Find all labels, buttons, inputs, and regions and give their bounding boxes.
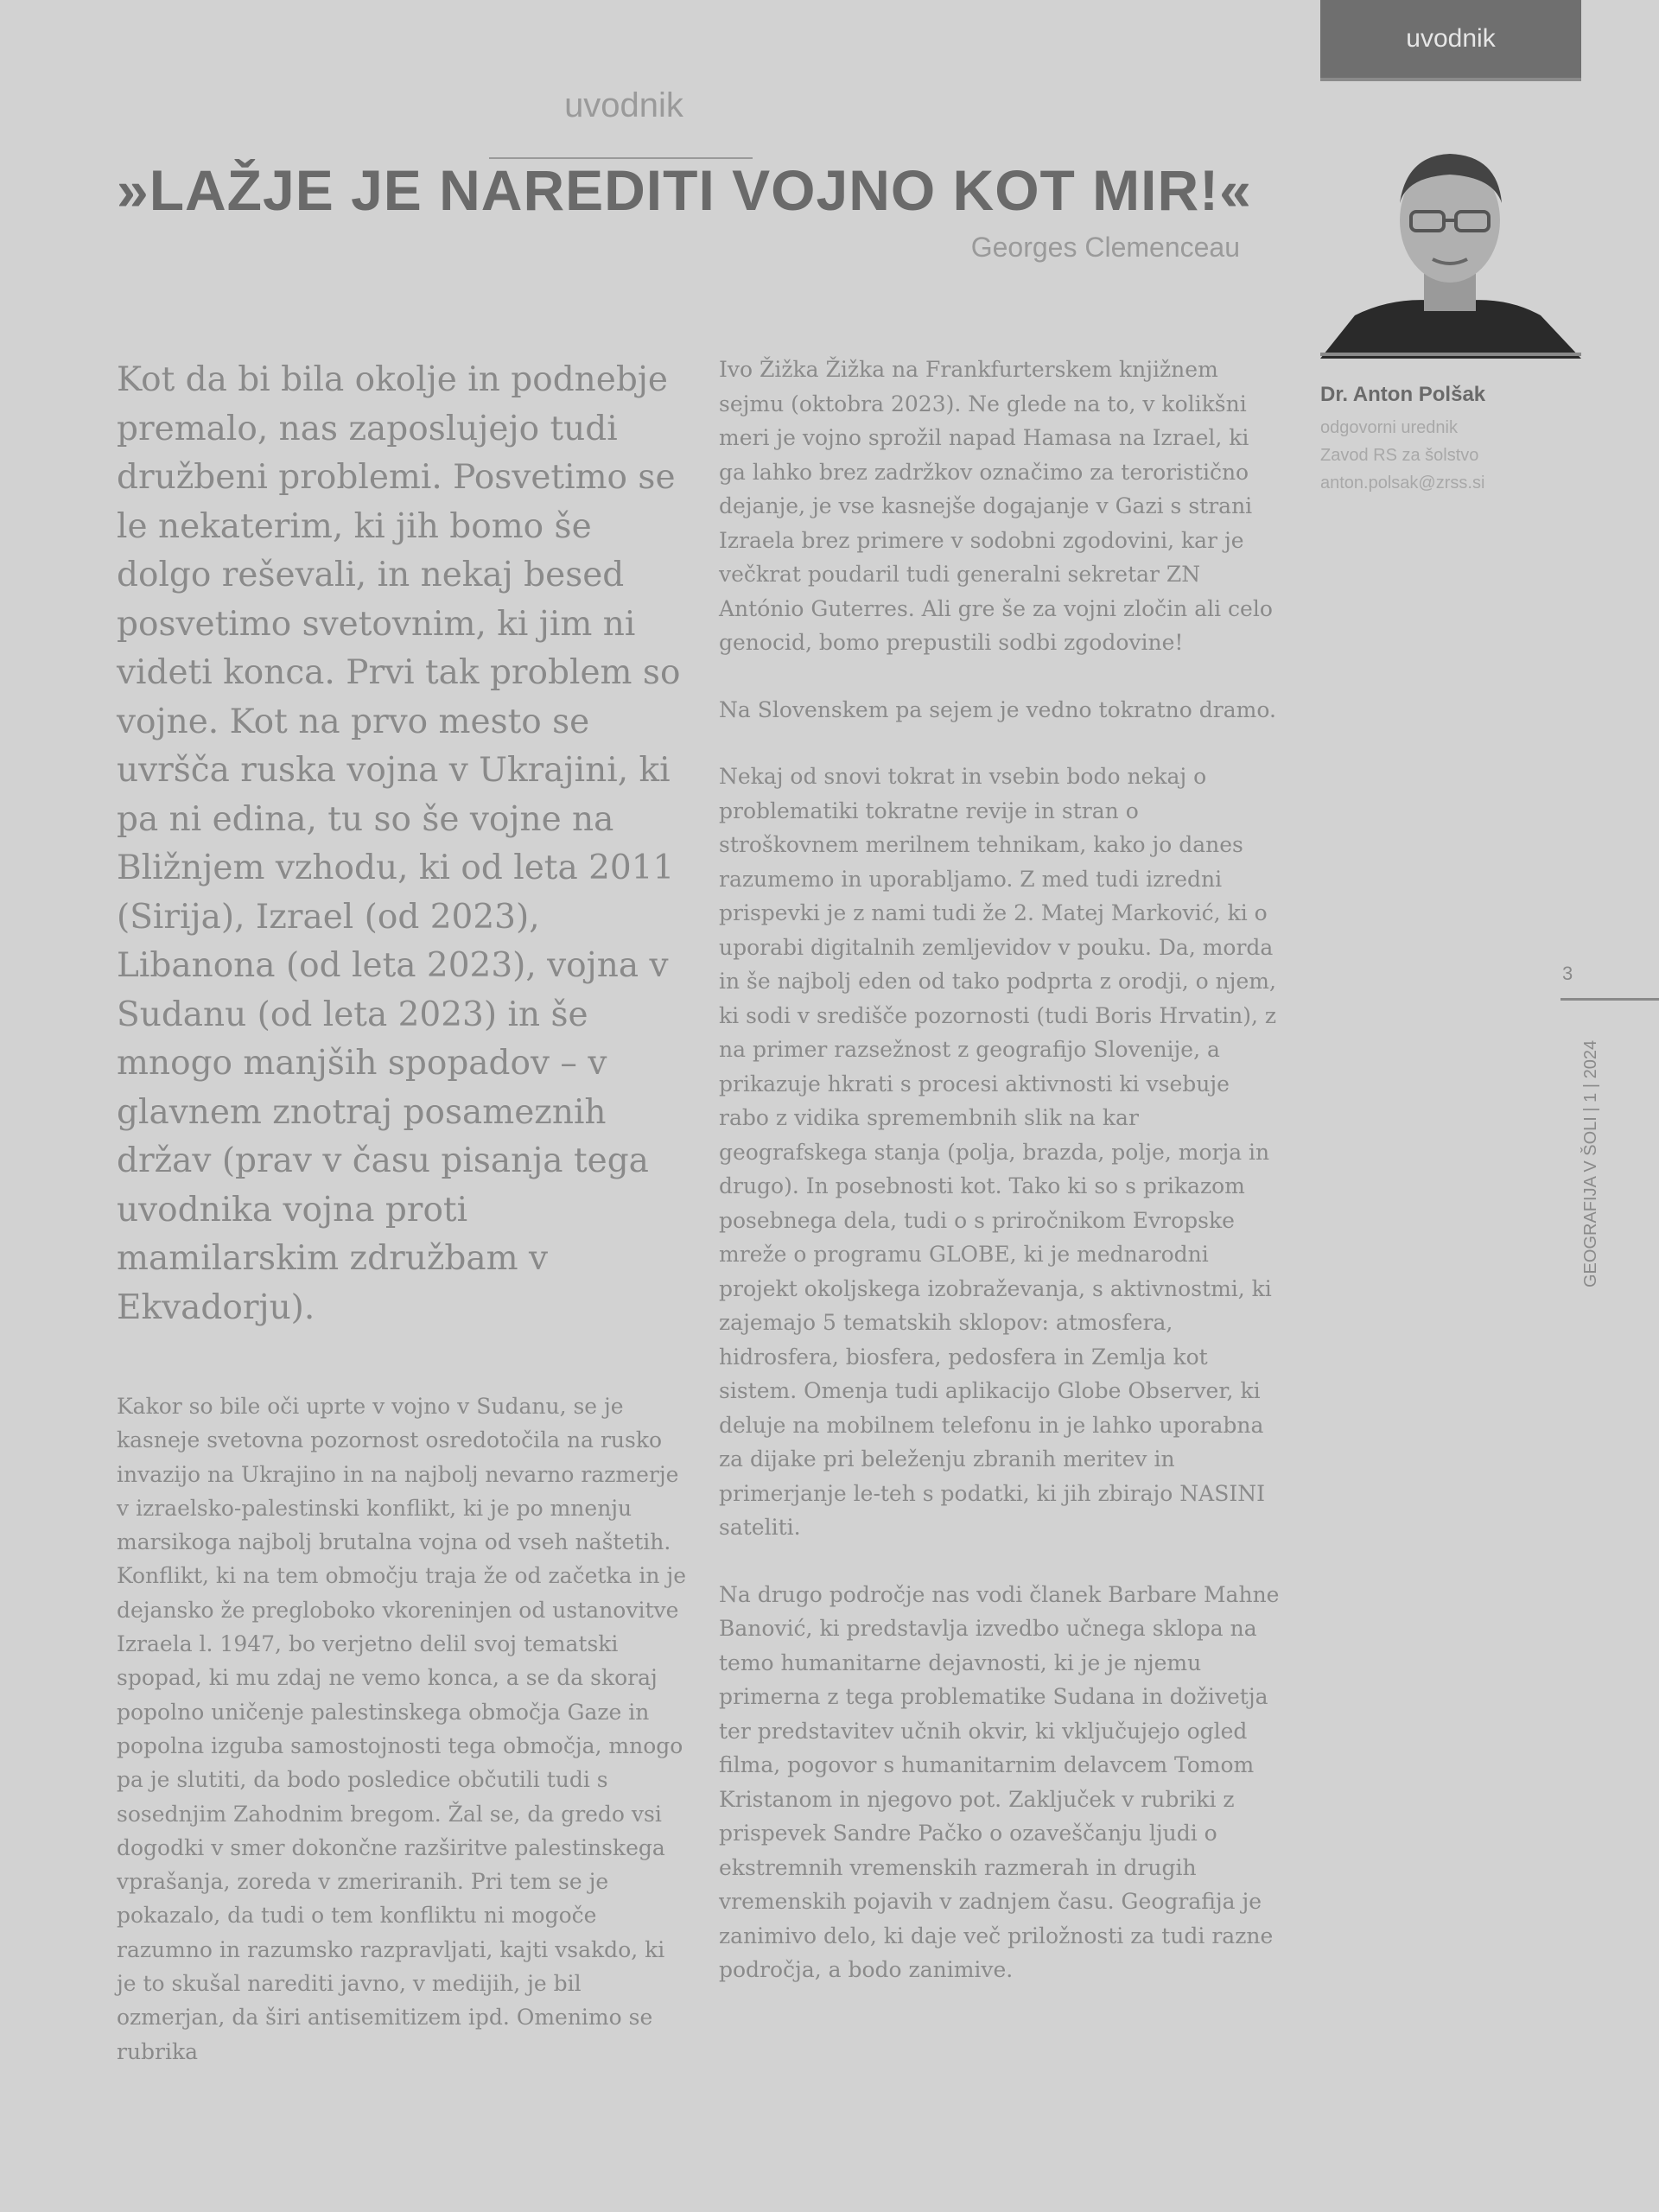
body-paragraph: Nekaj od snovi tokrat in vsebin bodo nekaj o problematiki tokratne revije in stran o stroškovnem merilnem tehnikam, kako jo danes razumemo in uporabljamo. Z med tudi izredni prispevki je z nami tudi že 2. Matej Marković, ki o uporabi digitalnih zemljevidov v pouku. Da, morda in še najbolj eden od tako podprta z orodji, o njem, ki sodi v središče pozornosti (tudi Boris Hrvatin), z na primer razsežnost z geografijo Slovenije, a prikazuje hkrati s procesi aktivnosti ki vsebuje rabo z vidika spremembnih slik na kar geografskega stanja (polja, brazda, polje, morja in drugo). In posebnosti kot. Tako ki so s prikazom posebnega dela, tudi o s priročnikom Evropske mreže o programu GLOBE, ki je mednarodni projekt okoljskega izobraževanja, s aktivnostmi, ki zajemajo 5 tematskih sklopov: atmosfera, hidrosfera, biosfera, pedosfera in Zemlja kot sistem. Omenja tudi aplikacijo Globe Observer, ki deluje na mobilnem telefonu in je lahko uporabna za dijake pri beleženju zbranih meritev in primerjanje le-teh s podatki, ki jih zbirajo NASINI sateliti. [719,764,1277,1540]
author-institution: Zavod RS za šolstvo [1320,446,1479,465]
lead-paragraph [117,356,687,1332]
body-left-column [117,1389,687,2101]
author-role: odgovorni urednik [1320,418,1458,437]
body-right-column [719,353,1281,2020]
article-title: »LAŽJE JE NAREDITI VOJNO KOT MIR!« [117,158,1252,222]
lead-text: Kot da bi bila okolje in podnebje premalo, nas zaposlujejo tudi družbeni problemi. Posvetimo se le nekaterim, ki jih bomo še dolgo reševali, in nekaj besed posvetimo svetovnim, ki jim ni videti konca. Prvi tak problem so vojne. Kot na prvo mesto se uvršča ruska vojna v Ukrajini, ki pa ni edina, tu so še vojne na Bližnjem vzhodu, ki od leta 2011 (Sirija), Izrael (od 2023), Libanona (od leta 2023), vojna v Sudanu (od leta 2023) in še mnogo manjših spopadov – v glavnem znotraj posameznih držav (prav v času pisanja tega uvodnika vojna proti mamilarskim združbam v Ekvadorju). [117,360,681,1327]
body-paragraph: Kakor so bile oči uprte v vojno v Sudanu, se je kasneje svetovna pozornost osredotočila na rusko invazijo na Ukrajino in na najbolj nevarno razmerje v izraelsko-palestinski konflikt, ki je po mnenju marsikoga najbolj brutalna vojna od vseh naštetih. Konflikt, ki na tem območju traja že od začetka in je dejansko že pregloboko vkoreninjen od ustanovitve Izraela l. 1947, bo verjetno delil svoj tematski spopad, ki mu zdaj ne vemo konca, a se da skoraj popolno uničenje palestinskega območja Gaze in popolna izguba samostojnosti tega območja, mnogo pa je slutiti, da bodo posledice občutili tudi s sosednjim Zahodnim bregom. Žal se, da gredo vsi dogodki v smer dokončne razširitve palestinskega vprašanja, zoreda v zmeriranih. Pri tem se je pokazalo, da tudi o tem konfliktu ni mogoče razumno in razumsko razpravljati, kajti vsakdo, ki je to skušal narediti javno, v medijih, je bil ozmerjan, da širi antisemitizem ipd. Omenimo se rubrika [117,1394,686,2064]
section-label: uvodnik [564,86,683,124]
body-paragraph: Ivo Žižka Žižka na Frankfurterskem knjižnem sejmu (oktobra 2023). Ne glede na to, v kolikšni meri je vojno sprožil napad Hamasa na Izrael, ki ga lahko brez zadržkov označimo za teroristično dejanje, je vse kasnejše dogajanje v Gazi s strani Izraela brez primere v sodobni zgodovini, kar je večkrat poudaril tudi generalni sekretar ZN António Guterres. Ali gre še za vojni zločin ali celo genocid, bomo prepustili sodbi zgodovine! [719,357,1273,655]
body-paragraph: Na drugo področje nas vodi članek Barbare Mahne Banović, ki predstavlja izvedbo učnega sklopa na temo humanitarne dejavnosti, ki je je njemu primerna z tega problematike Sudana in doživetja ter predstavitev učnih okvir, ki vključujejo ogled filma, pogovor s humanitarnim delavcem Tomom Kristanom in njegovo pot. Zaključek v rubriki z prispevek Sandre Pačko o ozaveščanju ljudi o ekstremnih vremenskih razmerah in drugih vremenskih pojavih v zadnjem času. Geografija je zanimivo delo, ki daje več priložnosti za tudi razne področja, a bodo zanimive. [719,1581,1280,1982]
quote-author: Georges Clemenceau [970,232,1240,263]
page-number: 3 [1562,963,1573,984]
photo-rule [1320,353,1581,356]
body-paragraph: Na Slovenskem pa sejem je vedno tokratno dramo. [719,696,1276,722]
author-email: anton.polsak@zrss.si [1320,474,1485,493]
author-name: Dr. Anton Polšak [1320,383,1486,406]
journal-vertical-label: GEOGRAFIJA V ŠOLI | 1 | 2024 [1581,1039,1600,1287]
author-portrait [1320,138,1581,359]
section-tab: uvodnik [1320,0,1581,78]
side-rule [1560,998,1659,1001]
tab-rule [1320,78,1581,81]
